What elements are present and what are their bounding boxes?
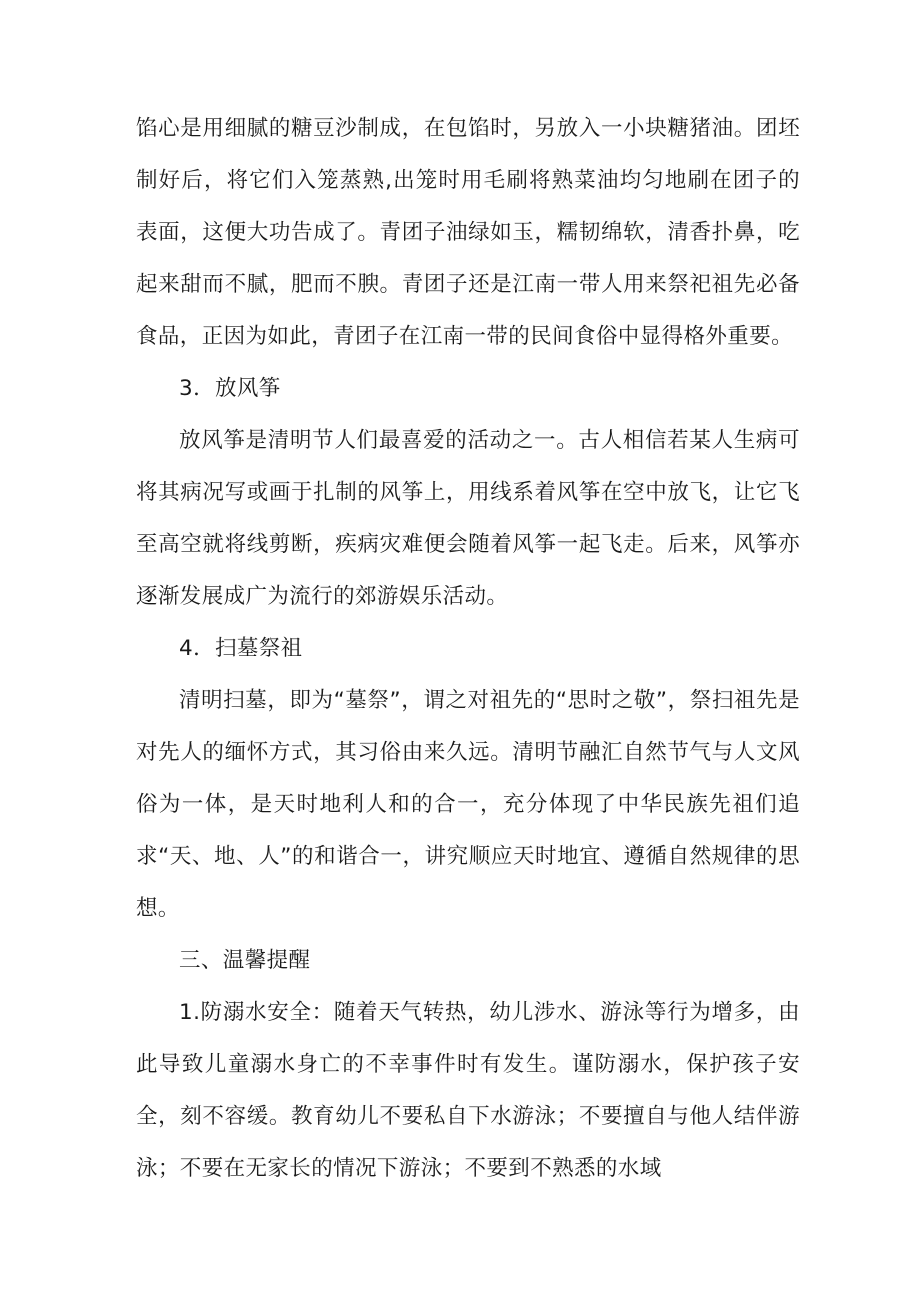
paragraph-qingtuan-filling: 馅心是用细腻的糖豆沙制成，在包馅时，另放入一小块糖猪油。团坯制好后，将它们入笼蒸熟,出笼时用毛刷将熟菜油均匀地刷在团子的表面，这便大功告成了。青团子油绿如玉，糯韧绵软，清香扑鼻，吃起来甜而不腻，肥而不腴。青团子还是江南一带人用来祭祀祖先必备食品，正因为如此，青团子在江南一带的民间食俗中显得格外重要。 — [136, 116, 800, 349]
document-body — [136, 103, 800, 1195]
paragraph-drowning-safety: 1.防溺水安全：随着天气转热，幼儿涉水、游泳等行为增多，由此导致儿童溺水身亡的不幸事件时有发生。谨防溺水，保护孩子安全，刻不容缓。教育幼儿不要私自下水游泳；不要擅自与他人结伴游泳；不要在无家长的情况下游泳；不要到不熟悉的水域 — [136, 1000, 800, 1181]
paragraph-tomb-sweeping: 清明扫墓，即为“墓祭”，谓之对祖先的“思时之敬”，祭扫祖先是对先人的缅怀方式，其习俗由来久远。清明节融汇自然节气与人文风俗为一体，是天时地利人和的合一，充分体现了中华民族先祖们追求“天、地、人”的和谐合一，讲究顺应天时地宜、遵循自然规律的思想。 — [136, 688, 800, 921]
heading-warm-reminder: 三、温馨提醒 — [179, 948, 311, 973]
paragraph-flying-kites: 放风筝是清明节人们最喜爱的活动之一。古人相信若某人生病可将其病况写或画于扎制的风筝上，用线系着风筝在空中放飞，让它飞至高空就将线剪断，疾病灾难便会随着风筝一起飞走。后来，风筝亦逐渐发展成广为流行的郊游娱乐活动。 — [136, 428, 800, 609]
heading-tomb-sweeping: 4．扫墓祭祖 — [179, 636, 303, 661]
heading-flying-kites: 3．放风筝 — [179, 376, 281, 401]
